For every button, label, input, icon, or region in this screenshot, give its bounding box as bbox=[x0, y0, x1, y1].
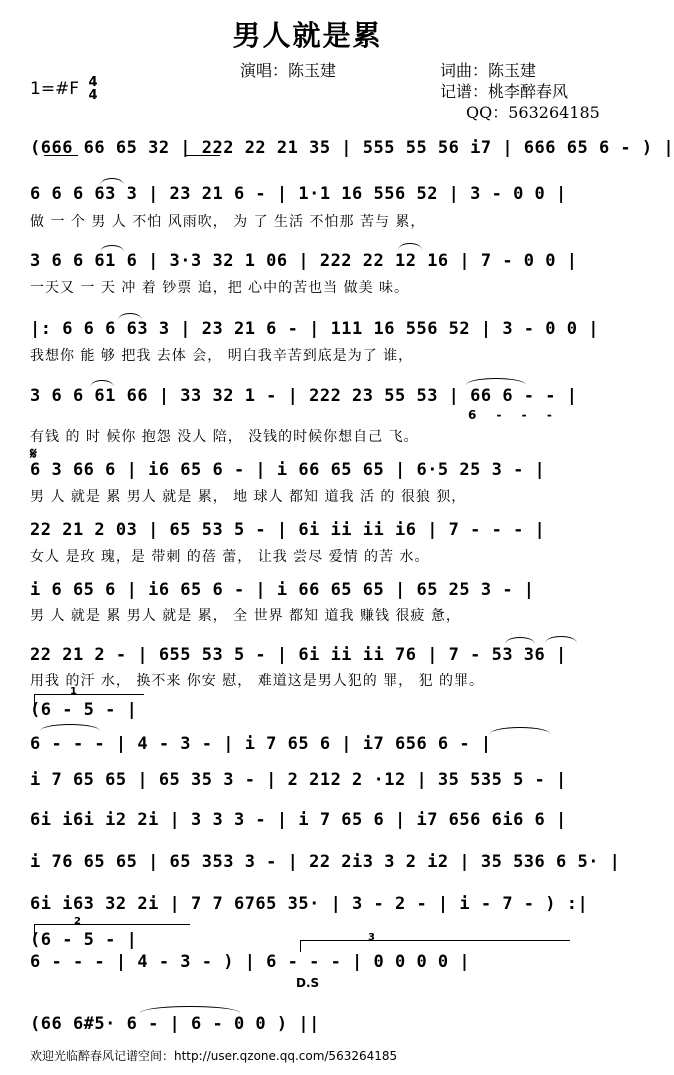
notation-row-5: 6 3 66 6 | i6 65 6 - | i 66 65 65 | 6·5 25 3 - | bbox=[30, 460, 546, 480]
notation-row-volta1: (6 - 5 - | bbox=[30, 700, 138, 720]
notation-row-intro: (666 66 65 32 | 222 22 21 35 | 555 55 56 i7 | 666 65 6 - ) | bbox=[30, 138, 674, 158]
composer-credit: 词曲：陈玉建 bbox=[440, 61, 537, 80]
lyric-row-4: 有钱 的 时 候你 抱怨 没人 陪， 没钱的时候你想自己 飞。 bbox=[30, 429, 419, 445]
qq-number: QQ：563264185 bbox=[466, 103, 600, 122]
key-signature bbox=[30, 76, 98, 102]
notation-row-3: |: 6 6 6 63 3 | 23 21 6 - | 111 16 556 52 | 3 - 0 0 | bbox=[30, 319, 599, 339]
notation-row-4: 3 6 6 61 66 | 33 32 1 - | 222 23 55 53 | 66 6 - - | bbox=[30, 386, 578, 406]
notation-row-7: i 6 65 6 | i6 65 6 - | i 66 65 65 | 65 25 3 - | bbox=[30, 580, 535, 600]
lyric-row-6: 女人 是玫 瑰，是 带刺 的蓓 蕾， 让我 尝尽 爱情 的苦 水。 bbox=[30, 549, 430, 565]
singer-credit: 演唱：陈玉建 bbox=[240, 61, 337, 80]
lyric-row-1: 做 一 个 男 人 不怕 风雨吹， 为 了 生活 不怕那 苦与 累， bbox=[30, 214, 426, 230]
volta-2-label: 2 bbox=[74, 916, 81, 927]
under-six-line: 6 - - - bbox=[468, 408, 560, 422]
lyric-row-5: 男 人 就是 累 男人 就是 累， 地 球人 都知 道我 活 的 很狼 狈， bbox=[30, 489, 467, 505]
notation-row-12: 6i i6i i2 2i | 3 3 3 - | i 7 65 6 | i7 656 6i6 6 | bbox=[30, 810, 567, 830]
notation-row-2: 3 6 6 61 6 | 3·3 32 1 06 | 222 22 12 16 | 7 - 0 0 | bbox=[30, 251, 578, 271]
lyric-row-7: 男 人 就是 累 男人 就是 累， 全 世界 都知 道我 赚钱 很疲 惫， bbox=[30, 608, 461, 624]
footer-link[interactable]: 欢迎光临醉春风记谱空间：http://user.qzone.qq.com/563264185 bbox=[30, 1049, 398, 1063]
time-bottom: 4 bbox=[88, 88, 98, 103]
notation-row-6: 22 21 2 03 | 65 53 5 - | 6i ii ii i6 | 7 - - - | bbox=[30, 520, 546, 540]
time-top: 4 bbox=[88, 75, 98, 90]
notation-row-outro: (66 6#5· 6 - | 6 - 0 0 ) || bbox=[30, 1014, 320, 1034]
ds-marker: D.S bbox=[296, 976, 320, 990]
lyric-row-8: 用我 的汗 水， 换不来 你安 慰， 难道这是男人犯的 罪， 犯 的罪。 bbox=[30, 673, 485, 689]
transcriber-credit: 记谱：桃李醉春风 bbox=[440, 82, 569, 101]
notation-row-1: 6 6 6 63 3 | 23 21 6 - | 1·1 16 556 52 | 3 - 0 0 | bbox=[30, 184, 567, 204]
song-title: 男人就是累 bbox=[232, 19, 383, 52]
notation-row-16: 6 - - - | 4 - 3 - ) | 6 - - - | 0 0 0 0 | bbox=[30, 952, 471, 972]
notation-row-8: 22 21 2 - | 655 53 5 - | 6i ii ii 76 | 7 - 53 36 | bbox=[30, 645, 567, 665]
notation-row-14: 6i i63 32 2i | 7 7 6765 35· | 3 - 2 - | i - 7 - ) :| bbox=[30, 894, 589, 914]
time-signature bbox=[89, 76, 98, 102]
lyric-row-2: 一天又 一 天 冲 着 钞票 追，把 心中的苦也当 做美 味。 bbox=[30, 280, 410, 296]
segno-mark: 𝄋 bbox=[30, 444, 37, 463]
notation-row-10: 6 - - - | 4 - 3 - | i 7 65 6 | i7 656 6 - | bbox=[30, 734, 492, 754]
notation-row-11: i 7 65 65 | 65 35 3 - | 2 212 2 ·12 | 35 535 5 - | bbox=[30, 770, 567, 790]
volta-3-label: 3 bbox=[368, 932, 375, 943]
lyric-row-3: 我想你 能 够 把我 去体 会， 明白我辛苦到底是为了 谁， bbox=[30, 348, 414, 364]
volta-1-label: 1 bbox=[70, 686, 77, 697]
notation-row-13: i 76 65 65 | 65 353 3 - | 22 2i3 3 2 i2 | 35 536 6 5· | bbox=[30, 852, 621, 872]
key-label: 1=#F bbox=[30, 79, 80, 99]
notation-row-volta2: (6 - 5 - | bbox=[30, 930, 138, 950]
